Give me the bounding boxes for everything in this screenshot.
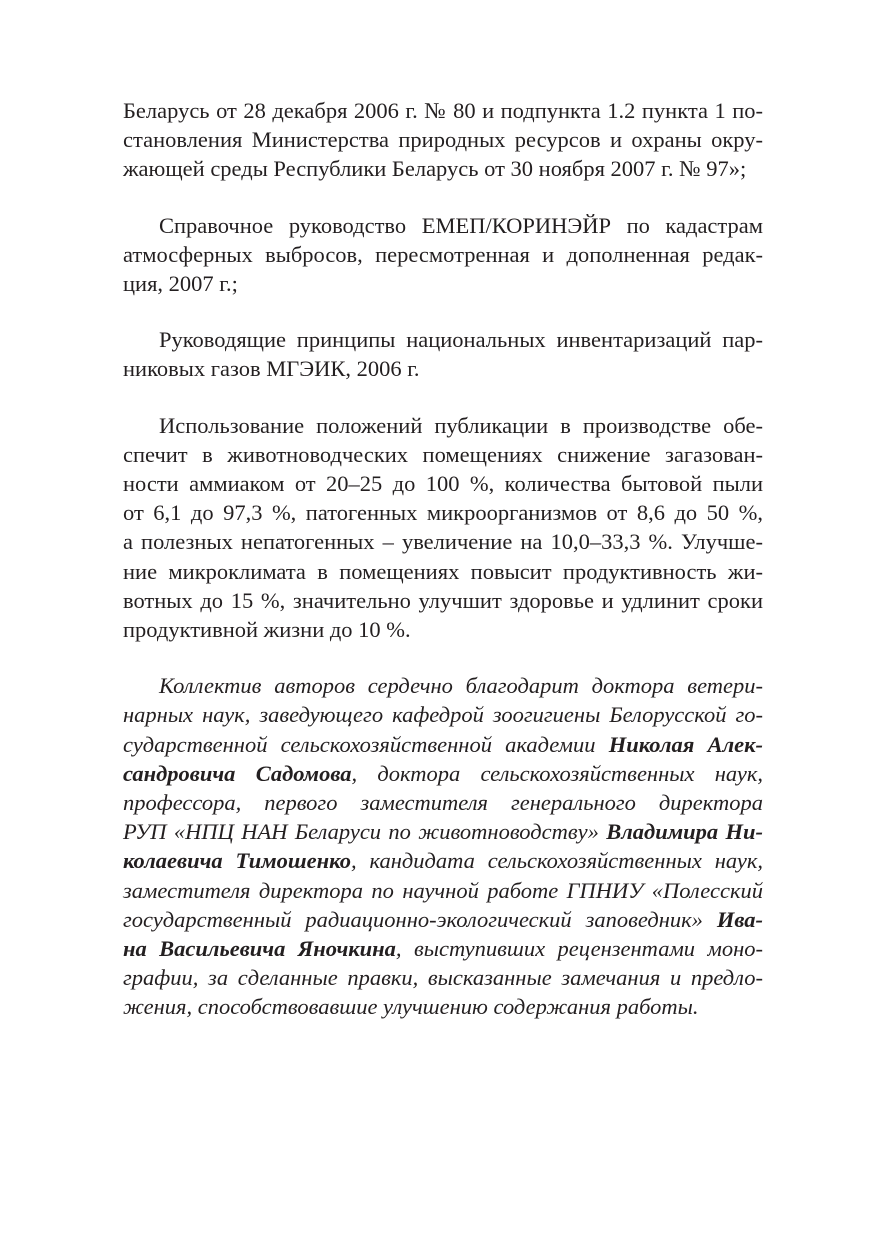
text-line: [123, 817, 763, 846]
paragraph-emep-guide: [123, 211, 763, 299]
text-line: профессора, первого заместителя генерального директора: [123, 790, 763, 816]
text-line: [123, 905, 763, 934]
text-fragment: РУП «НПЦ НАН Беларуси по животноводству»: [123, 819, 607, 845]
text-line: спечит в животноводческих помещениях снижение загазован-: [123, 441, 763, 467]
text-line: вотных до 15 %, значительно улучшит здоровье и удлинит сроки: [123, 587, 763, 613]
text-line: от 6,1 до 97,3 %, патогенных микроорганизмов от 8,6 до 50 %,: [123, 500, 763, 526]
text-line: ние микроклимата в помещениях повысит продуктивность жи-: [123, 558, 763, 584]
reviewer-name: Николая Алек-: [608, 731, 764, 757]
text-line: а полезных непатогенных – увеличение на 10,0–33,3 %. Улучше-: [123, 529, 763, 555]
text-line: нарных наук, заведующего кафедрой зоогигиены Белорусской го-: [123, 702, 763, 728]
text-line: [123, 934, 763, 963]
paragraph-ipcc-guidelines: [123, 325, 763, 383]
reviewer-name: на Васильевича Яночкина: [123, 936, 396, 962]
text-line: жения, способствовавшие улучшению содержания работы.: [123, 994, 699, 1020]
text-fragment: сударственной сельскохозяйственной академии: [123, 731, 609, 757]
text-fragment: государственный радиационно-экологический заповедник»: [123, 906, 717, 932]
reviewer-name: сандровича Садомова: [123, 760, 352, 786]
text-line: становления Министерства природных ресурсов и охраны окру-: [123, 127, 763, 153]
text-line: графии, за сделанные правки, высказанные замечания и предло-: [123, 965, 763, 991]
text-line: никовых газов МГЭИК, 2006 г.: [123, 356, 420, 382]
text-line: Руководящие принципы национальных инвентаризаций пар-: [159, 327, 763, 353]
text-fragment: , кандидата сельскохозяйственных наук,: [350, 848, 763, 874]
text-line: Беларусь от 28 декабря 2006 г. № 80 и подпункта 1.2 пункта 1 по-: [123, 98, 763, 123]
reviewer-name: Ива-: [716, 906, 763, 932]
text-line: [123, 846, 763, 875]
text-line: атмосферных выбросов, пересмотренная и дополненная редак-: [123, 241, 763, 267]
text-line: продуктивной жизни до 10 %.: [123, 617, 411, 643]
text-fragment: , выступивших рецензентами моно-: [395, 936, 763, 962]
text-line: жающей среды Республики Беларусь от 30 ноября 2007 г. № 97»;: [123, 156, 747, 182]
reviewer-name: Владимира Ни-: [606, 819, 764, 845]
paragraph-publication-impact: [123, 411, 763, 645]
text-fragment: , доктора сельскохозяйственных наук,: [351, 760, 763, 786]
reviewer-name: колаевича Тимошенко: [123, 848, 351, 874]
acknowledgement-paragraph: [123, 671, 763, 1021]
text-line: Использование положений публикации в производстве обе-: [159, 412, 763, 438]
text-line: ности аммиаком от 20–25 до 100 %, количества бытовой пыли: [123, 471, 763, 497]
text-line: заместителя директора по научной работе ГПНИУ «Полесский: [123, 877, 763, 903]
text-line: Справочное руководство ЕМЕП/КОРИНЭЙР по кадастрам: [159, 212, 763, 238]
text-line: Коллектив авторов сердечно благодарит доктора ветери-: [159, 673, 763, 699]
text-line: [123, 730, 763, 759]
text-line: ция, 2007 г.;: [123, 271, 238, 297]
paragraph-regulations-end: [123, 96, 763, 184]
text-line: [123, 759, 763, 788]
document-page: [123, 96, 763, 1022]
